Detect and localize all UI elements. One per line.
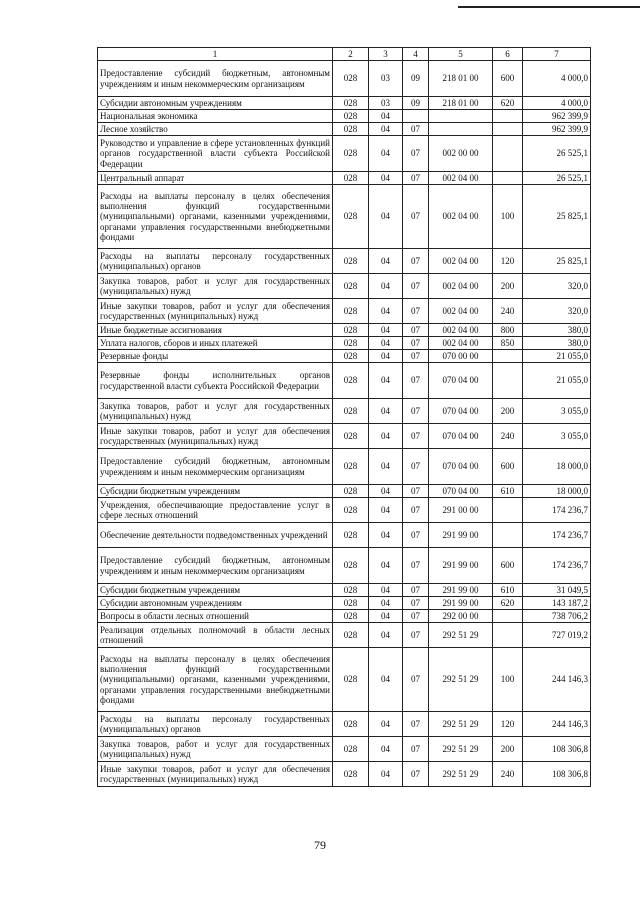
expense-type-code: 200 — [493, 399, 523, 424]
subsection-code: 07 — [403, 363, 429, 399]
expense-type-code: 600 — [493, 61, 523, 97]
subsection-code: 07 — [403, 737, 429, 762]
subsection-code: 07 — [403, 299, 429, 324]
section-code: 04 — [369, 110, 403, 123]
item-name: Субсидии автономным учреждениям — [98, 97, 333, 110]
amount: 4 000,0 — [523, 97, 591, 110]
expense-type-code: 800 — [493, 324, 523, 337]
section-code: 04 — [369, 584, 403, 597]
subsection-code: 07 — [403, 597, 429, 610]
section-code: 04 — [369, 610, 403, 623]
admin-code: 028 — [333, 623, 369, 648]
amount: 174 236,7 — [523, 498, 591, 523]
expense-type-code — [493, 136, 523, 172]
amount: 26 525,1 — [523, 172, 591, 185]
item-name: Расходы на выплаты персоналу в целях обеспечения выполнения функций государственными (муниципальными) органами, казенными учреждениями, органами управления государственными внебюджетными фондами — [98, 185, 333, 249]
amount: 962 399,9 — [523, 123, 591, 136]
amount: 244 146,3 — [523, 712, 591, 737]
expense-type-code: 200 — [493, 274, 523, 299]
section-code: 04 — [369, 648, 403, 712]
admin-code: 028 — [333, 61, 369, 97]
admin-code: 028 — [333, 424, 369, 449]
item-name: Закупка товаров, работ и услуг для государственных (муниципальных) нужд — [98, 737, 333, 762]
item-name: Обеспечение деятельности подведомственных учреждений — [98, 523, 333, 548]
admin-code: 028 — [333, 136, 369, 172]
subsection-code — [403, 110, 429, 123]
amount: 738 706,2 — [523, 610, 591, 623]
amount: 320,0 — [523, 274, 591, 299]
subsection-code: 07 — [403, 324, 429, 337]
expense-type-code — [493, 350, 523, 363]
target-article-code: 002 04 00 — [429, 172, 493, 185]
amount: 380,0 — [523, 337, 591, 350]
amount: 174 236,7 — [523, 523, 591, 548]
target-article-code: 291 00 00 — [429, 498, 493, 523]
target-article-code — [429, 123, 493, 136]
target-article-code — [429, 110, 493, 123]
admin-code: 028 — [333, 363, 369, 399]
admin-code: 028 — [333, 337, 369, 350]
header-cell: 3 — [369, 48, 403, 61]
page-number: 79 — [314, 838, 326, 852]
admin-code: 028 — [333, 485, 369, 498]
target-article-code: 218 01 00 — [429, 97, 493, 110]
expense-type-code: 240 — [493, 299, 523, 324]
amount: 25 825,1 — [523, 185, 591, 249]
expense-type-code: 120 — [493, 249, 523, 274]
table-row — [98, 498, 591, 523]
expense-type-code — [493, 623, 523, 648]
header-cell: 1 — [98, 48, 333, 61]
admin-code: 028 — [333, 548, 369, 584]
subsection-code: 07 — [403, 523, 429, 548]
header-cell: 7 — [523, 48, 591, 61]
target-article-code: 070 04 00 — [429, 424, 493, 449]
table-row — [98, 185, 591, 249]
admin-code: 028 — [333, 584, 369, 597]
admin-code: 028 — [333, 324, 369, 337]
target-article-code: 002 04 00 — [429, 337, 493, 350]
table-row — [98, 299, 591, 324]
expense-type-code — [493, 498, 523, 523]
target-article-code: 218 01 00 — [429, 61, 493, 97]
section-code: 04 — [369, 597, 403, 610]
amount: 21 055,0 — [523, 363, 591, 399]
target-article-code: 070 04 00 — [429, 449, 493, 485]
table-row — [98, 399, 591, 424]
section-code: 03 — [369, 61, 403, 97]
subsection-code: 07 — [403, 548, 429, 584]
amount: 3 055,0 — [523, 399, 591, 424]
table-row — [98, 172, 591, 185]
target-article-code: 292 51 29 — [429, 712, 493, 737]
item-name: Закупка товаров, работ и услуг для государственных (муниципальных) нужд — [98, 274, 333, 299]
admin-code: 028 — [333, 350, 369, 363]
target-article-code: 070 00 00 — [429, 350, 493, 363]
table-row — [98, 597, 591, 610]
section-code: 04 — [369, 712, 403, 737]
item-name: Предоставление субсидий бюджетным, автономным учреждениям и иным некоммерческим организациям — [98, 449, 333, 485]
table-row — [98, 584, 591, 597]
section-code: 04 — [369, 136, 403, 172]
expense-type-code — [493, 110, 523, 123]
subsection-code: 07 — [403, 274, 429, 299]
amount: 380,0 — [523, 324, 591, 337]
item-name: Расходы на выплаты персоналу государственных (муниципальных) органов — [98, 712, 333, 737]
header-cell: 2 — [333, 48, 369, 61]
budget-table — [97, 47, 591, 787]
section-code: 04 — [369, 523, 403, 548]
admin-code: 028 — [333, 523, 369, 548]
subsection-code: 07 — [403, 584, 429, 597]
subsection-code: 07 — [403, 623, 429, 648]
section-code: 04 — [369, 399, 403, 424]
expense-type-code: 850 — [493, 337, 523, 350]
table-row — [98, 737, 591, 762]
section-code: 04 — [369, 274, 403, 299]
admin-code: 028 — [333, 274, 369, 299]
expense-type-code — [493, 172, 523, 185]
table-row — [98, 762, 591, 787]
target-article-code: 292 51 29 — [429, 623, 493, 648]
expense-type-code: 600 — [493, 449, 523, 485]
admin-code: 028 — [333, 97, 369, 110]
table-row — [98, 523, 591, 548]
item-name: Лесное хозяйство — [98, 123, 333, 136]
item-name: Реализация отдельных полномочий в области лесных отношений — [98, 623, 333, 648]
header-row — [98, 48, 591, 61]
subsection-code: 07 — [403, 172, 429, 185]
subsection-code: 07 — [403, 249, 429, 274]
item-name: Расходы на выплаты персоналу государственных (муниципальных) органов — [98, 249, 333, 274]
admin-code: 028 — [333, 597, 369, 610]
table-row — [98, 648, 591, 712]
amount: 108 306,8 — [523, 737, 591, 762]
section-code: 03 — [369, 97, 403, 110]
table-row — [98, 485, 591, 498]
item-name: Национальная экономика — [98, 110, 333, 123]
amount: 25 825,1 — [523, 249, 591, 274]
expense-type-code: 610 — [493, 584, 523, 597]
table-row — [98, 110, 591, 123]
expense-type-code: 610 — [493, 485, 523, 498]
subsection-code: 09 — [403, 97, 429, 110]
table-row — [98, 324, 591, 337]
admin-code: 028 — [333, 737, 369, 762]
section-code: 04 — [369, 449, 403, 485]
admin-code: 028 — [333, 449, 369, 485]
item-name: Центральный аппарат — [98, 172, 333, 185]
expense-type-code — [493, 523, 523, 548]
table-row — [98, 337, 591, 350]
admin-code: 028 — [333, 123, 369, 136]
item-name: Учреждения, обеспечивающие предоставление услуг в сфере лесных отношений — [98, 498, 333, 523]
expense-type-code: 620 — [493, 97, 523, 110]
section-code: 04 — [369, 324, 403, 337]
expense-type-code — [493, 363, 523, 399]
section-code: 04 — [369, 762, 403, 787]
target-article-code: 002 00 00 — [429, 136, 493, 172]
table-row — [98, 363, 591, 399]
table-row — [98, 548, 591, 584]
section-code: 04 — [369, 249, 403, 274]
section-code: 04 — [369, 424, 403, 449]
subsection-code: 07 — [403, 449, 429, 485]
item-name: Иные закупки товаров, работ и услуг для обеспечения государственных (муниципальных) нужд — [98, 299, 333, 324]
amount: 3 055,0 — [523, 424, 591, 449]
table-row — [98, 123, 591, 136]
item-name: Резервные фонды — [98, 350, 333, 363]
expense-type-code: 240 — [493, 424, 523, 449]
item-name: Субсидии автономным учреждениям — [98, 597, 333, 610]
amount: 320,0 — [523, 299, 591, 324]
expense-type-code: 120 — [493, 712, 523, 737]
amount: 18 000,0 — [523, 449, 591, 485]
section-code: 04 — [369, 299, 403, 324]
item-name: Иные закупки товаров, работ и услуг для обеспечения государственных (муниципальных) нужд — [98, 762, 333, 787]
subsection-code: 07 — [403, 136, 429, 172]
target-article-code: 292 51 29 — [429, 737, 493, 762]
table-row — [98, 97, 591, 110]
item-name: Субсидии бюджетным учреждениям — [98, 485, 333, 498]
section-code: 04 — [369, 548, 403, 584]
target-article-code: 070 04 00 — [429, 363, 493, 399]
item-name: Резервные фонды исполнительных органов государственной власти субъекта Российской Федерации — [98, 363, 333, 399]
item-name: Вопросы в области лесных отношений — [98, 610, 333, 623]
table-row — [98, 610, 591, 623]
table-row — [98, 249, 591, 274]
target-article-code: 070 04 00 — [429, 485, 493, 498]
item-name: Предоставление субсидий бюджетным, автономным учреждениям и иным некоммерческим организациям — [98, 61, 333, 97]
subsection-code: 07 — [403, 610, 429, 623]
admin-code: 028 — [333, 762, 369, 787]
section-code: 04 — [369, 737, 403, 762]
header-cell: 6 — [493, 48, 523, 61]
target-article-code: 002 04 00 — [429, 324, 493, 337]
target-article-code: 291 99 00 — [429, 584, 493, 597]
subsection-code: 07 — [403, 712, 429, 737]
admin-code: 028 — [333, 498, 369, 523]
target-article-code: 291 99 00 — [429, 548, 493, 584]
table-row — [98, 350, 591, 363]
section-code: 04 — [369, 172, 403, 185]
table-row — [98, 712, 591, 737]
amount: 962 399,9 — [523, 110, 591, 123]
expense-type-code — [493, 123, 523, 136]
target-article-code: 070 04 00 — [429, 399, 493, 424]
target-article-code: 291 99 00 — [429, 597, 493, 610]
amount: 31 049,5 — [523, 584, 591, 597]
target-article-code: 002 04 00 — [429, 299, 493, 324]
target-article-code: 291 99 00 — [429, 523, 493, 548]
header-cell: 4 — [403, 48, 429, 61]
amount: 26 525,1 — [523, 136, 591, 172]
item-name: Расходы на выплаты персоналу в целях обеспечения выполнения функций государственными (муниципальными) органами, казенными учреждениями, органами управления государственными внебюджетными фондами — [98, 648, 333, 712]
table-row — [98, 424, 591, 449]
admin-code: 028 — [333, 712, 369, 737]
amount: 4 000,0 — [523, 61, 591, 97]
subsection-code: 07 — [403, 424, 429, 449]
expense-type-code: 620 — [493, 597, 523, 610]
amount: 18 000,0 — [523, 485, 591, 498]
header-cell: 5 — [429, 48, 493, 61]
amount: 174 236,7 — [523, 548, 591, 584]
target-article-code: 002 04 00 — [429, 185, 493, 249]
admin-code: 028 — [333, 610, 369, 623]
subsection-code: 07 — [403, 350, 429, 363]
subsection-code: 07 — [403, 762, 429, 787]
subsection-code: 07 — [403, 399, 429, 424]
admin-code: 028 — [333, 299, 369, 324]
expense-type-code: 100 — [493, 185, 523, 249]
admin-code: 028 — [333, 399, 369, 424]
subsection-code: 07 — [403, 485, 429, 498]
item-name: Уплата налогов, сборов и иных платежей — [98, 337, 333, 350]
target-article-code: 292 51 29 — [429, 762, 493, 787]
expense-type-code: 200 — [493, 737, 523, 762]
section-code: 04 — [369, 498, 403, 523]
item-name: Иные закупки товаров, работ и услуг для обеспечения государственных (муниципальных) нужд — [98, 424, 333, 449]
item-name: Закупка товаров, работ и услуг для государственных (муниципальных) нужд — [98, 399, 333, 424]
section-code: 04 — [369, 363, 403, 399]
amount: 21 055,0 — [523, 350, 591, 363]
section-code: 04 — [369, 350, 403, 363]
amount: 244 146,3 — [523, 648, 591, 712]
expense-type-code: 600 — [493, 548, 523, 584]
section-code: 04 — [369, 185, 403, 249]
header-rule — [458, 6, 640, 8]
admin-code: 028 — [333, 249, 369, 274]
amount: 108 306,8 — [523, 762, 591, 787]
subsection-code: 07 — [403, 185, 429, 249]
section-code: 04 — [369, 623, 403, 648]
section-code: 04 — [369, 337, 403, 350]
expense-type-code: 100 — [493, 648, 523, 712]
expense-type-code: 240 — [493, 762, 523, 787]
section-code: 04 — [369, 123, 403, 136]
amount: 727 019,2 — [523, 623, 591, 648]
admin-code: 028 — [333, 172, 369, 185]
subsection-code: 07 — [403, 123, 429, 136]
admin-code: 028 — [333, 648, 369, 712]
subsection-code: 07 — [403, 498, 429, 523]
table-row — [98, 61, 591, 97]
amount: 143 187,2 — [523, 597, 591, 610]
expense-type-code — [493, 610, 523, 623]
item-name: Предоставление субсидий бюджетным, автономным учреждениям и иным некоммерческим организациям — [98, 548, 333, 584]
table-row — [98, 274, 591, 299]
admin-code: 028 — [333, 110, 369, 123]
admin-code: 028 — [333, 185, 369, 249]
target-article-code: 292 51 29 — [429, 648, 493, 712]
section-code: 04 — [369, 485, 403, 498]
item-name: Руководство и управление в сфере установленных функций органов государственной власти субъекта Российской Федерации — [98, 136, 333, 172]
subsection-code: 07 — [403, 337, 429, 350]
table-row — [98, 623, 591, 648]
item-name: Субсидии бюджетным учреждениям — [98, 584, 333, 597]
table-row — [98, 449, 591, 485]
table-row — [98, 136, 591, 172]
subsection-code: 07 — [403, 648, 429, 712]
target-article-code: 002 04 00 — [429, 274, 493, 299]
target-article-code: 002 04 00 — [429, 249, 493, 274]
target-article-code: 292 00 00 — [429, 610, 493, 623]
item-name: Иные бюджетные ассигнования — [98, 324, 333, 337]
subsection-code: 09 — [403, 61, 429, 97]
